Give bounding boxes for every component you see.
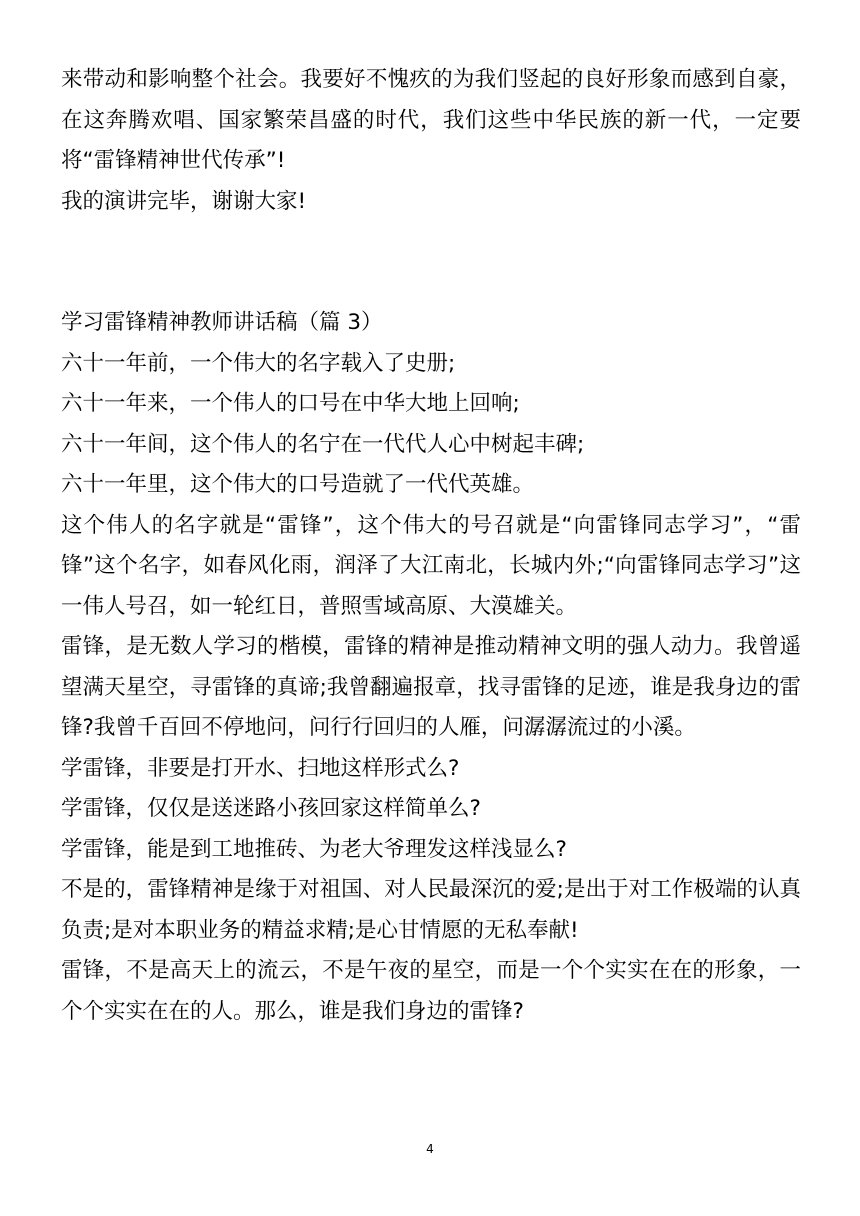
document-page [61,60,801,1032]
paragraph: 六十一年前，一个伟大的名字载入了史册; [61,350,456,376]
paragraph: 学雷锋，仅仅是送迷路小孩回家这样简单么? [61,796,481,821]
paragraph: 学雷锋，非要是打开水、扫地这样形式么? [61,755,460,781]
paragraph: 雷锋，是无数人学习的楷模，雷锋的精神是推动精神文明的强人动力。我曾遥望满天星空，寻雷锋的真谛;我曾翻遍报章，找寻雷锋的足迹，谁是我身边的雷锋?我曾千百回不停地问，问行行回归的人雁，问潺潺流过的小溪。 [61,634,801,740]
paragraph: 学雷锋，能是到工地推砖、为老大爷理发这样浅显么? [61,836,567,862]
paragraph: 雷锋，不是高天上的流云，不是午夜的星空，而是一个个实实在在的形象，一个个实实在在的人。那么，谁是我们身边的雷锋? [61,958,801,1024]
paragraph: 不是的，雷锋精神是缘于对祖国、对人民最深沉的爱;是出于对工作极端的认真负责;是对本职业务的精益求精;是心甘情愿的无私奉献! [61,877,801,943]
paragraph: 六十一年里，这个伟大的口号造就了一代代英雄。 [61,472,535,497]
section-spacer [61,222,801,303]
paragraph: 六十一年间，这个伟人的名宁在一代代人心中树起丰碑; [61,431,585,457]
paragraph: 来带动和影响整个社会。我要好不愧疚的为我们竖起的良好形象而感到自豪，在这奔腾欢唱、国家繁荣昌盛的时代，我们这些中华民族的新一代，一定要将“雷锋精神世代传承”! [61,67,801,173]
paragraph: 这个伟人的名字就是“雷锋”，这个伟大的号召就是“向雷锋同志学习”，“雷锋”这个名字，如春风化雨，润泽了大江南北，长城内外;“向雷锋同志学习”这一伟人号召，如一轮红日，普照雪域高原、大漠雄关。 [61,512,801,619]
page-number: 4 [426,1142,434,1156]
section-title: 学习雷锋精神教师讲话稿（篇 3） [61,310,383,335]
paragraph: 六十一年来，一个伟人的口号在中华大地上回响; [61,391,520,416]
paragraph: 我的演讲完毕，谢谢大家! [61,188,307,214]
